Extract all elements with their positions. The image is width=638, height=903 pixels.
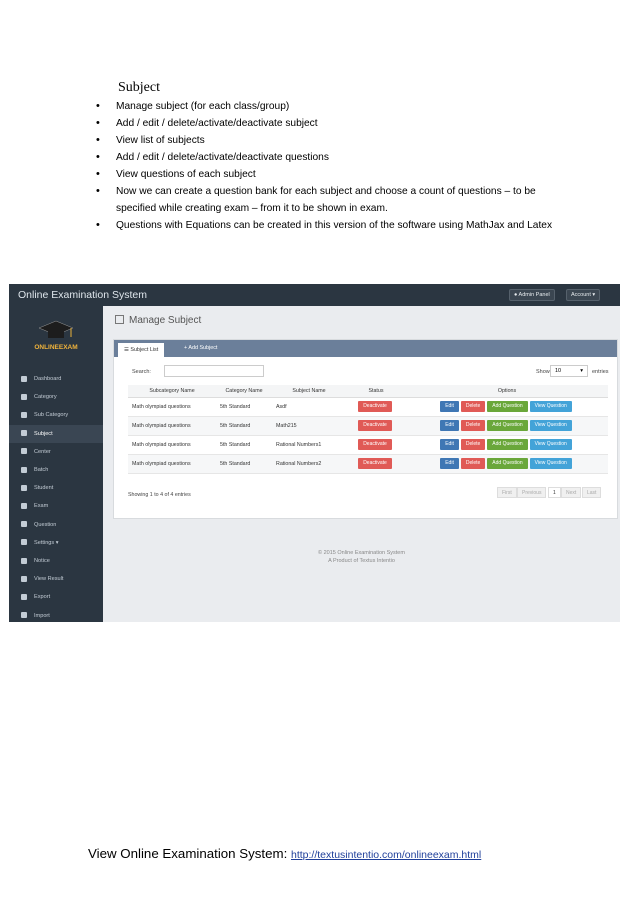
column-header[interactable]: Subcategory Name (128, 385, 216, 397)
caption-text: View Online Examination System: (88, 846, 291, 861)
delete-button[interactable]: Delete (461, 420, 485, 431)
cell-status (346, 435, 406, 454)
cell-status (346, 416, 406, 435)
list-item: • View list of subjects (96, 132, 576, 149)
cell-status (346, 454, 406, 473)
delete-button[interactable]: Delete (461, 401, 485, 412)
cell-options (406, 454, 608, 473)
cell-subcategory: Math olympiad questions (128, 454, 216, 473)
edit-button[interactable]: Edit (440, 458, 459, 469)
cell-category: 5th Standard (216, 397, 272, 416)
deactivate-button[interactable]: Deactivate (358, 401, 392, 412)
add-question-button[interactable]: Add Question (487, 401, 527, 412)
edit-icon (115, 315, 124, 324)
nav-icon (21, 430, 27, 436)
sidebar-item-sub-category[interactable] (9, 406, 103, 424)
logo-text: ONLINEEXAM (34, 344, 78, 351)
logo (33, 318, 79, 354)
cell-subcategory: Math olympiad questions (128, 435, 216, 454)
sidebar-item-student[interactable] (9, 479, 103, 497)
user-icon: ● (514, 292, 519, 298)
nav-icon (21, 612, 27, 618)
sidebar-item-settings[interactable] (9, 534, 103, 552)
nav-icon (21, 503, 27, 509)
cell-subject: Asdf (272, 397, 346, 416)
column-header[interactable]: Options (406, 385, 608, 397)
add-question-button[interactable]: Add Question (487, 458, 527, 469)
sidebar-item-import[interactable] (9, 607, 103, 622)
footer-product: A Product of Textus Intentio (328, 558, 395, 564)
sidebar (9, 306, 103, 622)
view-question-button[interactable]: View Question (530, 401, 572, 412)
add-question-button[interactable]: Add Question (487, 420, 527, 431)
table-row (128, 416, 608, 435)
cell-category: 5th Standard (216, 435, 272, 454)
view-question-button[interactable]: View Question (530, 420, 572, 431)
chevron-down-icon: ▾ (580, 368, 583, 374)
nav-icon (21, 539, 27, 545)
cell-subcategory: Math olympiad questions (128, 397, 216, 416)
nav-icon (21, 594, 27, 600)
top-bar (9, 284, 620, 306)
table-header-row (128, 385, 608, 397)
view-question-button[interactable]: View Question (530, 439, 572, 450)
sidebar-item-label: Settings ▾ (34, 539, 59, 546)
pager-page[interactable]: 1 (548, 487, 561, 498)
cell-subcategory: Math olympiad questions (128, 416, 216, 435)
nav-icon (21, 485, 27, 491)
column-header[interactable]: Category Name (216, 385, 272, 397)
sidebar-item-label: Dashboard (34, 376, 62, 382)
tab-add-subject[interactable]: + Add Subject (184, 345, 218, 351)
delete-button[interactable]: Delete (461, 439, 485, 450)
tab-subject-list-label: Subject List (130, 347, 159, 353)
section-heading: Subject (118, 80, 160, 95)
cell-status (346, 397, 406, 416)
nav-icon (21, 558, 27, 564)
cell-subject: Rational Numbers2 (272, 454, 346, 473)
account-button[interactable]: Account ▾ (566, 289, 600, 301)
pager-next[interactable]: Next (561, 487, 581, 498)
sidebar-item-label: Sub Category (34, 412, 69, 419)
showing-info: Showing 1 to 4 of 4 entries (128, 492, 191, 498)
page-size-value: 10 (555, 368, 562, 374)
sidebar-item-label: Subject (34, 430, 53, 437)
view-question-button[interactable]: View Question (530, 458, 572, 469)
admin-panel-label: Admin Panel (518, 292, 550, 298)
sidebar-item-question[interactable] (9, 516, 103, 534)
table-row (128, 454, 608, 473)
caption-link[interactable]: http://textusintentio.com/onlineexam.html (291, 849, 482, 861)
sidebar-item-view-result[interactable] (9, 570, 103, 588)
page-title (115, 315, 201, 326)
table-row (128, 397, 608, 416)
sidebar-item-label: Batch (34, 467, 49, 473)
nav-icon (21, 521, 27, 527)
edit-button[interactable]: Edit (440, 439, 459, 450)
table-body (128, 397, 608, 473)
sidebar-item-center[interactable] (9, 443, 103, 461)
list-item: • Add / edit / delete/activate/deactivate questions (96, 149, 576, 166)
search-input[interactable] (164, 365, 264, 377)
sidebar-item-label: Notice (34, 558, 50, 564)
cell-options (406, 416, 608, 435)
brand-title: Online Examination System (18, 289, 147, 301)
sidebar-item-notice[interactable] (9, 552, 103, 570)
sidebar-item-label: Exam (34, 503, 49, 510)
subject-table (128, 385, 608, 474)
sidebar-item-batch[interactable] (9, 461, 103, 479)
pager-previous[interactable]: Previous (517, 487, 546, 498)
sidebar-item-label: View Result (34, 576, 64, 583)
cell-category: 5th Standard (216, 416, 272, 435)
list-item: • Questions with Equations can be created in this version of the software using MathJax and Latex (96, 217, 576, 234)
nav-icon (21, 376, 27, 382)
sidebar-item-dashboard[interactable] (9, 370, 103, 388)
caption (88, 846, 481, 861)
sidebar-item-subject[interactable] (9, 425, 103, 443)
deactivate-button[interactable]: Deactivate (358, 439, 392, 450)
add-question-button[interactable]: Add Question (487, 439, 527, 450)
cell-subject: Rational Numbers1 (272, 435, 346, 454)
sidebar-item-label: Center (34, 448, 51, 455)
cell-options (406, 435, 608, 454)
sidebar-item-label: Export (34, 594, 51, 601)
list-item: • View questions of each subject (96, 166, 576, 183)
sidebar-item-export[interactable] (9, 588, 103, 606)
nav-icon (21, 576, 27, 582)
list-item: • Manage subject (for each class/group) (96, 98, 576, 115)
page-size-select[interactable] (550, 365, 588, 377)
sidebar-item-label: Question (34, 521, 57, 528)
sidebar-item-exam[interactable] (9, 497, 103, 515)
cell-options (406, 397, 608, 416)
cell-subject: Math215 (272, 416, 346, 435)
app-screenshot (9, 284, 620, 622)
nav-icon (21, 412, 27, 418)
nav-icon (21, 394, 27, 400)
edit-button[interactable]: Edit (440, 401, 459, 412)
nav-icon (21, 467, 27, 473)
pager-last[interactable]: Last (582, 487, 601, 498)
footer-copyright: © 2015 Online Examination System (318, 550, 405, 556)
list-item: • Now we can create a question bank for each subject and choose a count of questions – to be specified while creating exam – from it to be shown in exam. (96, 183, 576, 217)
delete-button[interactable]: Delete (461, 458, 485, 469)
entries-label: entries (592, 369, 609, 375)
table-row (128, 435, 608, 454)
sidebar-item-label: Category (34, 394, 57, 401)
sidebar-item-label: Import (34, 612, 50, 619)
deactivate-button[interactable]: Deactivate (358, 420, 392, 431)
main-content (103, 306, 620, 622)
nav-icon (21, 448, 27, 454)
page-title-text: Manage Subject (129, 315, 202, 326)
sidebar-item-category[interactable] (9, 388, 103, 406)
column-header[interactable]: Status (346, 385, 406, 397)
tab-add-subject-label: Add Subject (188, 345, 218, 351)
admin-panel-button[interactable] (509, 289, 555, 301)
column-header[interactable]: Subject Name (272, 385, 346, 397)
deactivate-button[interactable]: Deactivate (358, 458, 392, 469)
search-label: Search: (132, 369, 151, 375)
show-label: Show (536, 369, 550, 375)
sidebar-item-label: Student (34, 485, 54, 492)
subject-panel (113, 339, 618, 519)
list-item: • Add / edit / delete/activate/deactivate subject (96, 115, 576, 132)
tab-subject-list[interactable]: ☰ Subject List (118, 343, 164, 357)
pager-first[interactable]: First (497, 487, 517, 498)
edit-button[interactable]: Edit (440, 420, 459, 431)
feature-list (96, 98, 576, 234)
tab-bar (114, 340, 617, 357)
cell-category: 5th Standard (216, 454, 272, 473)
